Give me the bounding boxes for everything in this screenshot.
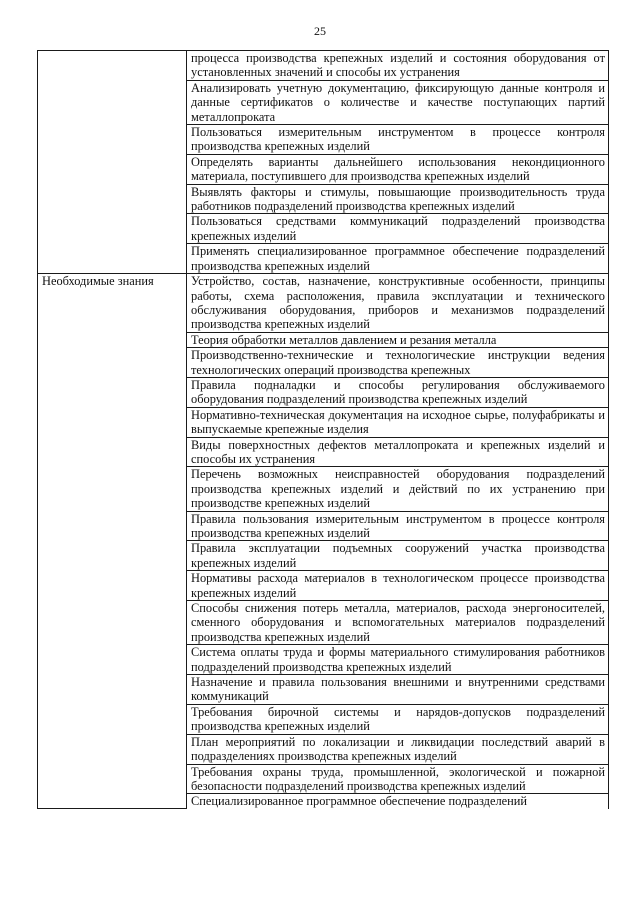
table-cell [187, 348, 609, 378]
table-cell [187, 675, 609, 705]
knowledge-text: Виды поверхностных дефектов металлопроката и крепежных изделий и способы их устранения [191, 437, 605, 466]
table-row [38, 274, 609, 333]
knowledge-text: Нормативно-техническая документация на исходное сырье, полуфабрикаты и выпускаемые крепежные изделия [191, 407, 605, 437]
page-number: 25 [314, 24, 326, 38]
table-cell [187, 571, 609, 601]
knowledge-text: Правила эксплуатации подъемных сооружений участка производства крепежных изделий [191, 541, 605, 570]
skill-text: Определять варианты дальнейшего использования некондиционного материала, поступившего для производства крепежных изделий [191, 154, 605, 184]
knowledge-text: Специализированное программное обеспечение подразделений [191, 794, 528, 809]
table-cell [187, 332, 609, 347]
knowledge-text: Требования бирочной системы и нарядов-допусков подразделений производства крепежных изделий [191, 704, 605, 734]
skills-label-cell [38, 51, 187, 274]
table-cell [187, 437, 609, 467]
knowledge-text: Производственно-технические и технологические инструкции ведения технологических операций производства крепежных [191, 348, 605, 377]
table-cell [187, 764, 609, 794]
skill-text: Пользоваться измерительным инструментом в процессе контроля производства крепежных изделий [191, 125, 605, 154]
knowledge-text: Правила пользования измерительным инструментом в процессе контроля производства крепежных изделий [191, 511, 605, 540]
table-cell [187, 704, 609, 734]
table-cell [187, 467, 609, 511]
table-cell [187, 184, 609, 214]
table-cell [187, 214, 609, 244]
skill-text: Анализировать учетную документацию, фиксирующую данные контроля и данные сертификатов о количестве и качестве поступающих партий металлопроката [191, 80, 605, 124]
table-cell [187, 51, 609, 81]
knowledge-text: Назначение и правила пользования внешними и внутренними средствами коммуникаций [191, 675, 605, 704]
skill-text: Пользоваться средствами коммуникаций подразделений производства крепежных изделий [191, 214, 605, 243]
knowledge-text: Требования охраны труда, промышленной, экологической и пожарной безопасности подразделений производства крепежных изделий [191, 764, 605, 793]
table-row [38, 51, 609, 81]
knowledge-text: Перечень возможных неисправностей оборудования подразделений производства крепежных изделий и действий по их устранению при производстве крепежных изделий [191, 467, 605, 511]
table-cell [187, 244, 609, 274]
table-cell [187, 794, 609, 809]
table-cell [187, 645, 609, 675]
knowledge-text: План мероприятий по локализации и ликвидации последствий аварий в подразделениях производства крепежных изделий [191, 734, 605, 764]
skill-text: процесса производства крепежных изделий и состояния оборудования от установленных значений и способы их устранения [191, 51, 605, 80]
competency-table [37, 50, 609, 809]
knowledge-text: Способы снижения потерь металла, материалов, расхода энергоносителей, сменного оборудования и вспомогательных материалов подразделений производства крепежных изделий [191, 601, 605, 644]
table-cell [187, 601, 609, 645]
knowledge-text: Устройство, состав, назначение, конструктивные особенности, принципы работы, схема расположения, правила эксплуатации и технического обслуживания оборудования, приборов и механизмов подразделений производства крепежных изделий [191, 274, 605, 332]
table-cell [187, 274, 609, 333]
table-cell [187, 734, 609, 764]
table-cell [187, 125, 609, 155]
knowledge-label-cell [38, 274, 187, 809]
table-cell [187, 511, 609, 541]
table-cell [187, 80, 609, 124]
knowledge-text: Нормативы расхода материалов в технологическом процессе производства крепежных изделий [191, 571, 605, 600]
knowledge-text: Теория обработки металлов давлением и резания металла [191, 332, 497, 347]
skill-text: Выявлять факторы и стимулы, повышающие производительность труда работников подразделений производства крепежных изделий [191, 184, 605, 214]
table-cell [187, 377, 609, 407]
table-cell [187, 407, 609, 437]
skill-text: Применять специализированное программное обеспечение подразделений производства крепежных изделий [191, 244, 605, 273]
knowledge-text: Система оплаты труда и формы материального стимулирования работников подразделений производства крепежных изделий [191, 645, 605, 674]
knowledge-label: Необходимые знания [42, 274, 154, 289]
knowledge-text: Правила подналадки и способы регулирования обслуживаемого оборудования подразделений производства крепежных изделий [191, 377, 605, 407]
table-cell [187, 154, 609, 184]
table-cell [187, 541, 609, 571]
